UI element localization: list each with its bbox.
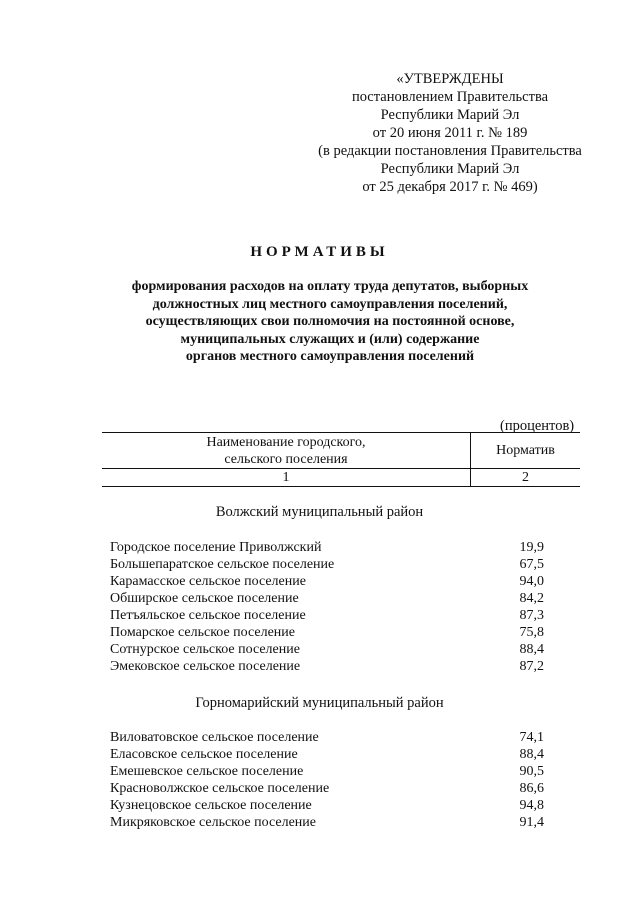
norm-value: 94,8	[519, 798, 544, 813]
header-column-number: 2	[471, 469, 581, 487]
table-row	[110, 556, 580, 573]
district-heading: Волжский муниципальный район	[215, 504, 424, 520]
norm-value: 19,9	[519, 540, 544, 555]
table-row	[110, 607, 580, 624]
district-rows	[110, 539, 580, 675]
table-row	[110, 780, 580, 797]
subtitle-line: осуществляющих свои полномочия на постоянной основе,	[145, 314, 515, 329]
table-header	[102, 432, 580, 487]
norm-value: 94,0	[519, 574, 544, 589]
table-row	[110, 590, 580, 607]
table-row	[110, 729, 580, 746]
norm-value: 87,3	[519, 608, 544, 623]
header-name-line: Наименование городского,	[206, 434, 366, 450]
settlement-name: Сотнурское сельское поселение	[110, 642, 300, 657]
district-heading: Горномарийский муниципальный район	[195, 695, 444, 711]
approval-line: «УТВЕРЖДЕНЫ	[396, 71, 504, 87]
table-row	[110, 763, 580, 780]
table-row	[110, 641, 580, 658]
approval-line: Республики Марий Эл	[380, 107, 520, 123]
norm-value: 75,8	[519, 625, 544, 640]
header-column-number: 1	[102, 469, 471, 487]
norm-value: 88,4	[519, 747, 544, 762]
norm-value: 88,4	[519, 642, 544, 657]
settlement-name: Еласовское сельское поселение	[110, 747, 298, 762]
settlement-name: Кузнецовское сельское поселение	[110, 798, 312, 813]
table-row	[110, 658, 580, 675]
document-subtitle	[120, 278, 540, 366]
table-row	[110, 814, 580, 831]
approval-line: Республики Марий Эл	[380, 161, 520, 177]
norm-value: 74,1	[519, 730, 544, 745]
header-norm-column: Норматив	[471, 433, 581, 469]
settlement-name: Эмековское сельское поселение	[110, 659, 301, 674]
settlement-name: Виловатовское сельское поселение	[110, 730, 319, 745]
norm-value: 90,5	[519, 764, 544, 779]
subtitle-line: формирования расходов на оплату труда депутатов, выборных	[131, 279, 529, 294]
header-name-column	[102, 433, 471, 469]
norm-value: 84,2	[519, 591, 544, 606]
settlement-name: Карамасское сельское поселение	[110, 574, 306, 589]
settlement-name: Микряковское сельское поселение	[110, 815, 316, 830]
approval-line: (в редакции постановления Правительства	[318, 143, 582, 159]
settlement-name: Городское поселение Приволжский	[110, 540, 322, 555]
norm-value: 86,6	[519, 781, 544, 796]
subtitle-line: муниципальных служащих и (или) содержание	[180, 331, 480, 347]
units-note: (процентов)	[500, 418, 575, 434]
settlement-name: Помарское сельское поселение	[110, 625, 296, 640]
table-row	[110, 539, 580, 556]
settlement-name: Петъяльское сельское поселение	[110, 608, 306, 623]
settlement-name: Обширское сельское поселение	[110, 591, 299, 606]
header-name-line: сельского поселения	[224, 451, 348, 467]
settlement-name: Красноволжское сельское поселение	[110, 781, 330, 796]
approval-line: от 25 декабря 2017 г. № 469)	[362, 179, 538, 195]
table-row	[110, 797, 580, 814]
table-row	[110, 624, 580, 641]
settlement-name: Большепаратское сельское поселение	[110, 557, 335, 572]
district-rows	[110, 729, 580, 831]
approval-line: от 20 июня 2011 г. № 189	[372, 125, 528, 141]
approval-line: постановлением Правительства	[351, 89, 549, 105]
norm-value: 67,5	[519, 557, 544, 572]
table-row	[110, 746, 580, 763]
norm-value: 87,2	[519, 659, 544, 674]
approval-block	[300, 70, 600, 196]
document-title: НОРМАТИВЫ	[250, 244, 389, 260]
norm-value: 91,4	[519, 815, 544, 830]
subtitle-line: должностных лиц местного самоуправления поселений,	[152, 296, 508, 312]
table-row	[110, 573, 580, 590]
settlement-name: Емешевское сельское поселение	[110, 764, 304, 779]
subtitle-line: органов местного самоуправления поселений	[185, 349, 475, 364]
